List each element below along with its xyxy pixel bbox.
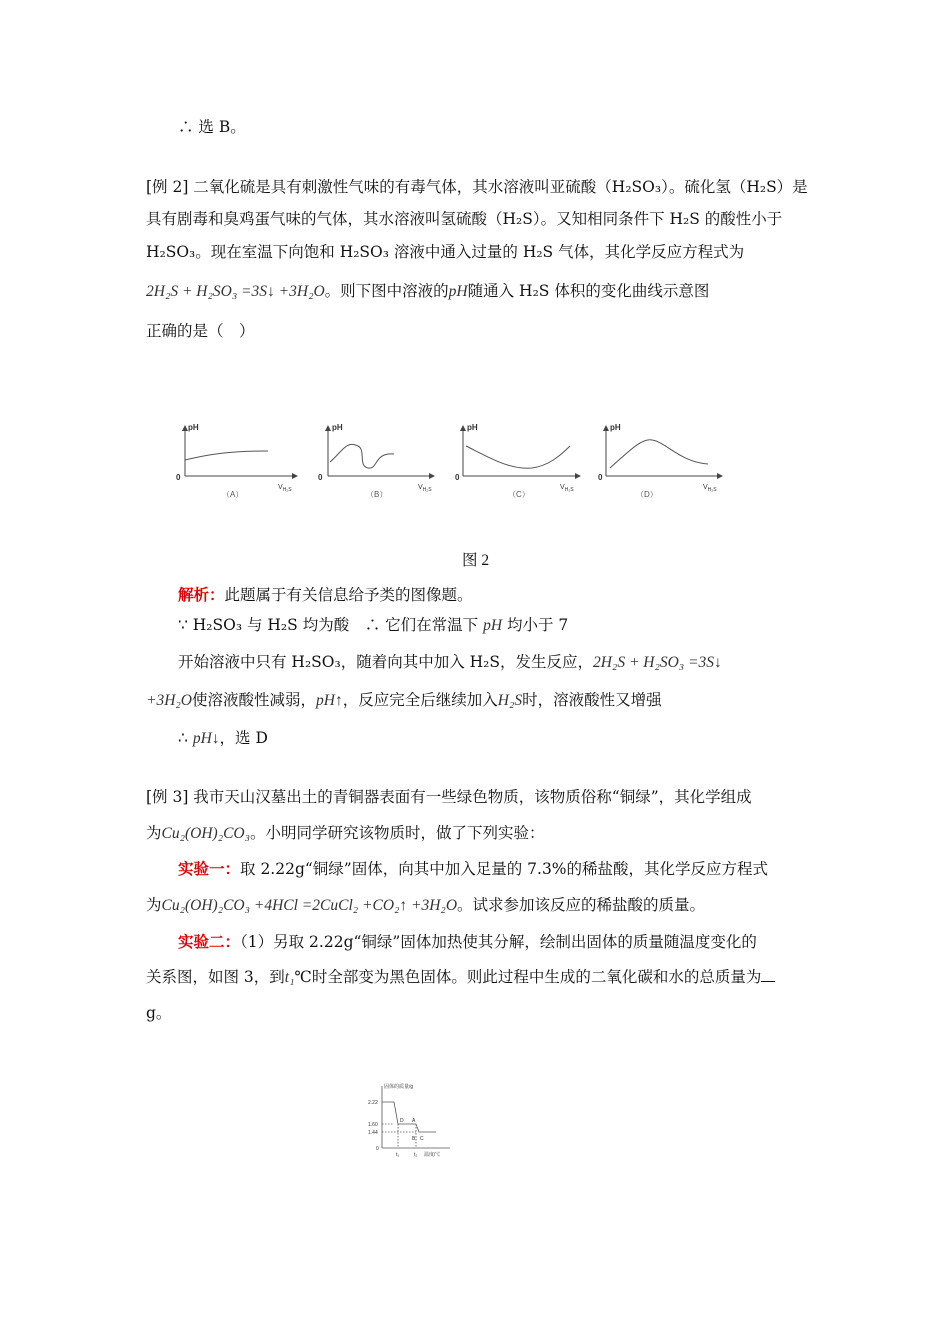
answer-blank: [761, 967, 775, 982]
panel-label-b: （B）: [366, 490, 388, 499]
example2-line3: H₂SO₃。现在室温下向饱和 H₂SO₃ 溶液中通入过量的 H₂S 气体，其化学反应方程式为: [146, 243, 745, 261]
reaction-equation: 2H₂S + H₂SO₃ =3S↓ +3H₂O: [146, 283, 325, 300]
experiment2-line: 实验二：（1）另取 2.22g“铜绿”固体加热使其分解，绘制出固体的质量随温度变化的: [178, 932, 757, 951]
fig3-ytick-222: 2.22: [368, 1100, 378, 1106]
example3-line1: [例 3] 我市天山汉墓出土的青铜器表面有一些绿色物质，该物质俗称“铜绿”，其化学组成: [146, 788, 752, 806]
analysis-line1: 解析：此题属于有关信息给予类的图像题。: [178, 585, 473, 604]
analysis-line5: ∴ pH↓，选 D: [178, 729, 268, 747]
ylabel-d: pH: [610, 423, 621, 432]
example2-line1: [例 2] 二氧化硫是具有刺激性气味的有毒气体，其水溶液叫亚硫酸（H₂SO₃）。硫化氢（H₂S）是: [146, 178, 808, 196]
conclusion-line: ∴ 选 B。: [178, 118, 246, 136]
svg-text:VH₂S: $V_{H_2S}$: [703, 484, 717, 493]
ylabel-a: pH: [188, 423, 199, 432]
example3-line4: 为Cu₂(OH)₂CO₃ +4HCl =2CuCl₂ +CO₂↑ +3H₂O。试求参加该反应的稀盐酸的质量。: [146, 896, 706, 914]
origin-c: 0: [455, 473, 460, 482]
svg-text:VH₂S: $V_{H_2S}$: [418, 484, 432, 493]
fig3-ytick-160: 1.60: [368, 1122, 378, 1128]
fig3-xtick-t2: t₂: [414, 1152, 418, 1158]
panel-label-a: （A）: [222, 490, 244, 499]
experiment2-label: 实验二：: [178, 932, 241, 951]
fig3-point-b: B: [412, 1136, 416, 1142]
example3-line6: 关系图，如图 3，到t₁℃时全部变为黑色固体。则此过程中生成的二氧化碳和水的总质量为: [146, 966, 816, 989]
fig3-xlabel: 温度/℃: [424, 1152, 441, 1158]
origin-a: 0: [176, 473, 181, 482]
origin-b: 0: [318, 473, 323, 482]
figure-3-graph: [360, 1080, 460, 1165]
example3-line7: g。: [146, 1004, 172, 1022]
ylabel-b: pH: [332, 423, 343, 432]
fig3-ylabel: 固体的质量/g: [384, 1084, 414, 1090]
figure-2-caption: 图 2: [462, 552, 490, 569]
experiment1-line: 实验一：取 2.22g“铜绿”固体，向其中加入足量的 7.3%的稀盐酸，其化学反应方程式: [178, 859, 769, 878]
fig3-ytick-0: 0: [376, 1146, 379, 1152]
analysis-line2: ∵ H₂SO₃ 与 H₂S 均为酸 ∴ 它们在常温下 pH 均小于 7: [178, 616, 569, 634]
figure-2-graphs: [160, 418, 740, 508]
fig3-xtick-t1: t₁: [396, 1152, 400, 1158]
fig3-point-d: D: [400, 1118, 404, 1124]
panel-label-c: （C）: [508, 490, 530, 499]
example3-line2: 为Cu₂(OH)₂CO₃。小明同学研究该物质时，做了下列实验：: [146, 824, 545, 842]
fig3-point-a: A: [412, 1118, 416, 1124]
panel-a: [185, 428, 295, 476]
panel-c: [463, 428, 578, 476]
experiment1-label: 实验一：: [178, 859, 241, 878]
fig3-ytick-144: 1.44: [368, 1130, 378, 1136]
panel-d: [606, 428, 720, 476]
origin-d: 0: [598, 473, 603, 482]
example2-line5: 正确的是（ ）: [146, 322, 255, 340]
example2-line2: 具有剧毒和臭鸡蛋气味的气体，其水溶液叫氢硫酸（H₂S）。又知相同条件下 H₂S 的酸性小于: [146, 210, 783, 228]
analysis-line3: 开始溶液中只有 H₂SO₃，随着向其中加入 H₂S，发生反应，2H₂S + H₂SO₃ =3S↓: [178, 653, 722, 671]
panel-b: [328, 428, 432, 476]
svg-text:VH₂S: $V_{H_2S}$: [560, 484, 574, 493]
analysis-label: 解析：: [178, 585, 225, 604]
analysis-line4: +3H₂O使溶液酸性减弱，pH↑，反应完全后继续加入H₂S时，溶液酸性又增强: [146, 691, 662, 709]
ylabel-c: pH: [467, 423, 478, 432]
example2-line4: 2H₂S + H₂SO₃ =3S↓ +3H₂O。则下图中溶液的pH随通入 H₂S 体积的变化曲线示意图: [146, 282, 710, 300]
fig3-point-c: C: [420, 1136, 424, 1142]
panel-label-d: （D）: [636, 490, 658, 499]
svg-text:VH₂S: $V_{H_2S}$: [278, 484, 292, 493]
